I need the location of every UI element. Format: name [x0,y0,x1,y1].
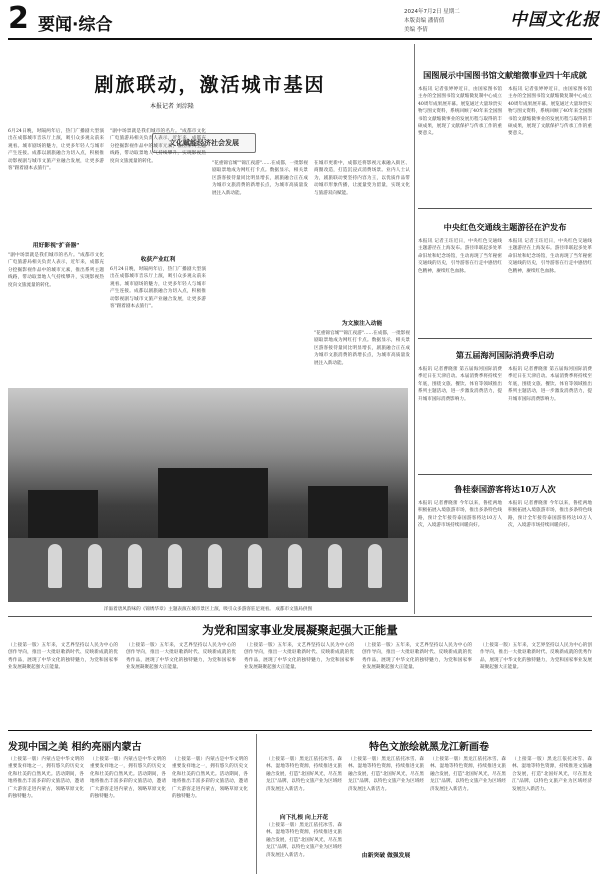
right-mid1-body-1: 本报讯 记者王珏近日，中央红色交通线主题游径在上海发布。游径串联起多处革命旧址和纪念场馆，生动再现了当年秘密交通线的历史，引导游客在行走中感悟红色精神，赓续红色血脉。 [418,239,502,274]
right-mid3-body-1: 本报讯 记者曹晓蕾 今年以来，鲁桂两地积极拓展入境旅游市场，推出多条特色线路，预计全年接待泰国游客将达10万人次，入境游市场持续回暖向好。 [418,501,502,529]
middle-body-2: （上接第一版）五年来，文艺界坚持以人民为中心的创作导向，推出一大批讴歌新时代、反映新成就的优秀作品，展现了中华文化的独特魅力，为党和国家事业发展凝聚起强大正能量。 [126,643,236,671]
middle-rule [8,616,592,617]
section-title: 要闻·综合 [38,15,113,35]
lead-photo [8,388,408,602]
lead-column-1: 6月24日晚，时隔两年后，热门广播剧大型演出在成都城市音乐厅上演，吸引众多观众前来观看。城市剧场的魅力，让更多年轻人与城市产生连接。成都以剧旅融合为切入点，积极推动影视剧与城市文旅产业融合发展，让更多游客"跟着剧本去旅行"。 [8,129,104,172]
page-designer: 美编 李倩 [404,27,428,33]
page-number: 2 [8,1,29,36]
dancer [328,544,342,588]
masthead-logo: 中国文化报 [510,10,600,30]
dancer [88,544,102,588]
right-mid2-body-1: 本报讯 记者曹晓蕾 第五届海河国际消费季近日在天津启动。本届消费季将持续至年底，围绕文旅、餐饮、体育等领域推出系列主题活动，进一步激发消费活力，提升城市国际消费影响力。 [418,367,502,402]
right-rule-1 [418,208,592,209]
middle-body-5: （上接第一版）五年来，文艺界坚持以人民为中心的创作导向，推出一大批讴歌新时代、反映新成就的优秀作品，展现了中华文化的独特魅力，为党和国家事业发展凝聚起强大正能量。 [480,643,592,671]
bottom-right-body-4: （上接第一版）黑龙江依托冰雪、森林、湿地等特色资源，持续推进文旅融合发展，打造"北国好风光，尽在黑龙江"品牌，以特色文旅产业为区域经济发展注入新活力。 [512,757,592,792]
right-mid1-headline: 中央红色交通线主题游径在沪发布 [443,222,567,232]
page-editor: 本版责编 潘倩倩 [404,18,445,24]
bottom-right-body-2: （上接第一版）黑龙江依托冰雪、森林、湿地等特色资源，持续推进文旅融合发展，打造"北国好风光，尽在黑龙江"品牌，以特色文旅产业为区域经济发展注入新活力。 [348,757,424,792]
dancer [368,544,382,588]
pagoda-center [158,468,268,538]
lead-column-2: "剧中场景就是我们城市的名片。"成都市文化广电旅游局相关负责人表示，近年来，成都充分挖掘影视作品中的城市元素，推出系列主题线路，带动取景地人气持续攀升，实现影视热度向文旅流量的转化。 [110,129,206,164]
bottom-right-subhead-2: 由新突破 做强发展 [361,853,411,859]
lead-subhead-2: 收获产业红利 [140,257,176,263]
issue-date: 2024年7月2日 星期二 [404,9,460,15]
bottom-right-headline: 特色文旅绘就黑龙江新画卷 [369,742,489,753]
lead-headline: 剧旅联动，激活城市基因 [94,74,326,96]
middle-headline: 为党和国家事业发展凝聚起强大正能量 [202,623,398,637]
right-mid3-body-2: 本报讯 记者曹晓蕾 今年以来，鲁桂两地积极拓展入境旅游市场，推出多条特色线路，预计全年接待泰国游客将达10万人次，入境游市场持续回暖向好。 [508,501,592,529]
lead-subhead-1: 用好影视"扩音器" [32,243,80,249]
right-top-body-2: 本报讯 记者张婷婷近日，由国家图书馆主办的全国图书馆文献缩微复制中心成立40周年成果展开幕。展览通过大量珍贵实物与图文资料，系统回顾了40年来全国图书馆文献缩微事业的发展历程与取得的丰硕成果，展现了文献保护与传承工作的重要意义。 [508,87,592,137]
theme-stamp: 文化赋能经济社会发展 [152,133,256,153]
right-mid2-headline: 第五届海河国际消费季启动 [455,350,555,360]
bottom-left-body-2: （上接第一版）内蒙古是中华文明的重要发祥地之一，拥有悠久的历史文化和壮美的自然风光。活动期间，各地将推出丰富多彩的文旅活动，邀请广大游客走进内蒙古，领略草原文化的独特魅力。 [90,757,166,800]
column-divider [414,44,415,614]
bottom-left-body-3: （上接第一版）内蒙古是中华文明的重要发祥地之一，拥有悠久的历史文化和壮美的自然风光。活动期间，各地将推出丰富多彩的文旅活动，邀请广大游客走进内蒙古，领略草原文化的独特魅力。 [172,757,248,800]
bottom-left-headline: 发现中国之美 相约亮丽内蒙古 [8,742,142,753]
bottom-left-body-1: （上接第一版）内蒙古是中华文明的重要发祥地之一，拥有悠久的历史文化和壮美的自然风光。活动期间，各地将推出丰富多彩的文旅活动，邀请广大游客走进内蒙古，领略草原文化的独特魅力。 [8,757,84,800]
right-rule-2 [418,338,592,339]
middle-body-4: （上接第一版）五年来，文艺界坚持以人民为中心的创作导向，推出一大批讴歌新时代、反映新成就的优秀作品，展现了中华文化的独特魅力，为党和国家事业发展凝聚起强大正能量。 [362,643,472,671]
dancer [128,544,142,588]
lead-subhead-3: 为文旅注入动能 [341,321,383,327]
bottom-divider [256,734,257,874]
right-mid2-body-2: 本报讯 记者曹晓蕾 第五届海河国际消费季近日在天津启动。本届消费季将持续至年底，围绕文旅、餐饮、体育等领域推出系列主题活动，进一步激发消费活力，提升城市国际消费影响力。 [508,367,592,402]
lead-column-4b: "花重锦官城""锦江夜游"……在成都，一批影视剧取景地成为网红打卡点。数据显示，相关景区游客接待量同比明显增长，剧旅融合正在成为城市文旅消费的新增长点，为城市高质量发展注入新动能。 [314,331,410,366]
right-top-headline: 国图展示中国图书馆文献缩微事业四十年成就 [423,70,587,80]
middle-body-3: （上接第一版）五年来，文艺界坚持以人民为中心的创作导向，推出一大批讴歌新时代、反映新成就的优秀作品，展现了中华文化的独特魅力，为党和国家事业发展凝聚起强大正能量。 [244,643,354,671]
lead-column-3: "花重锦官城""锦江夜游"……在成都，一批影视剧取景地成为网红打卡点。数据显示，相关景区游客接待量同比明显增长，剧旅融合正在成为城市文旅消费的新增长点，为城市高质量发展注入新动能。 [212,161,308,196]
dancer [248,544,262,588]
lead-column-2b: 6月24日晚，时隔两年后，热门广播剧大型演出在成都城市音乐厅上演，吸引众多观众前来观看。城市剧场的魅力，让更多年轻人与城市产生连接。成都以剧旅融合为切入点，积极推动影视剧与城市文旅产业融合发展，让更多游客"跟着剧本去旅行"。 [110,267,206,310]
right-rule-3 [418,474,592,475]
dancer [288,544,302,588]
lead-column-1b: "剧中场景就是我们城市的名片。"成都市文化广电旅游局相关负责人表示，近年来，成都充分挖掘影视作品中的城市元素，推出系列主题线路，带动取景地人气持续攀升，实现影视热度向文旅流量的转化。 [8,253,104,288]
middle-body-1: （上接第一版）五年来，文艺界坚持以人民为中心的创作导向，推出一大批讴歌新时代、反映新成就的优秀作品，展现了中华文化的独特魅力，为党和国家事业发展凝聚起强大正能量。 [8,643,118,671]
photo-caption: 洋溢着唐风韵味的《锦绣华章》主题表演在城市景区上演，吸引众多游客驻足观看。 成都市文旅局供图 [103,607,313,612]
pagoda-left [28,490,98,538]
lead-column-4: 在城市更新中，成都还将影视元素融入街区、商圈改造，打造沉浸式消费场景。业内人士认为，剧旅联动要坚持内容为王，以优质作品带动城市形象传播，让流量变为留量，实现文化与旅游双向赋能。 [314,161,410,196]
dancer [208,544,222,588]
right-mid3-headline: 鲁桂泰国游客将达10万人次 [454,484,556,494]
bottom-right-body-3: （上接第一版）黑龙江依托冰雪、森林、湿地等特色资源，持续推进文旅融合发展，打造"北国好风光，尽在黑龙江"品牌，以特色文旅产业为区域经济发展注入新活力。 [430,757,506,792]
lead-byline: 本报记者 刘淙隆 [150,103,194,110]
bottom-right-subhead-1: 向下扎根 向上开花 [279,815,329,821]
pagoda-right [308,486,388,538]
bottom-rule [8,730,592,731]
dancer [168,544,182,588]
bottom-right-body-1b: （上接第一版）黑龙江依托冰雪、森林、湿地等特色资源，持续推进文旅融合发展，打造"北国好风光，尽在黑龙江"品牌，以特色文旅产业为区域经济发展注入新活力。 [266,823,342,858]
header-rule [8,38,592,40]
bottom-right-body-1: （上接第一版）黑龙江依托冰雪、森林、湿地等特色资源，持续推进文旅融合发展，打造"北国好风光，尽在黑龙江"品牌，以特色文旅产业为区域经济发展注入新活力。 [266,757,342,792]
dancer [48,544,62,588]
right-mid1-body-2: 本报讯 记者王珏近日，中央红色交通线主题游径在上海发布。游径串联起多处革命旧址和纪念场馆，生动再现了当年秘密交通线的历史，引导游客在行走中感悟红色精神，赓续红色血脉。 [508,239,592,274]
right-top-body-1: 本报讯 记者张婷婷近日，由国家图书馆主办的全国图书馆文献缩微复制中心成立40周年成果展开幕。展览通过大量珍贵实物与图文资料，系统回顾了40年来全国图书馆文献缩微事业的发展历程与取得的丰硕成果，展现了文献保护与传承工作的重要意义。 [418,87,502,137]
